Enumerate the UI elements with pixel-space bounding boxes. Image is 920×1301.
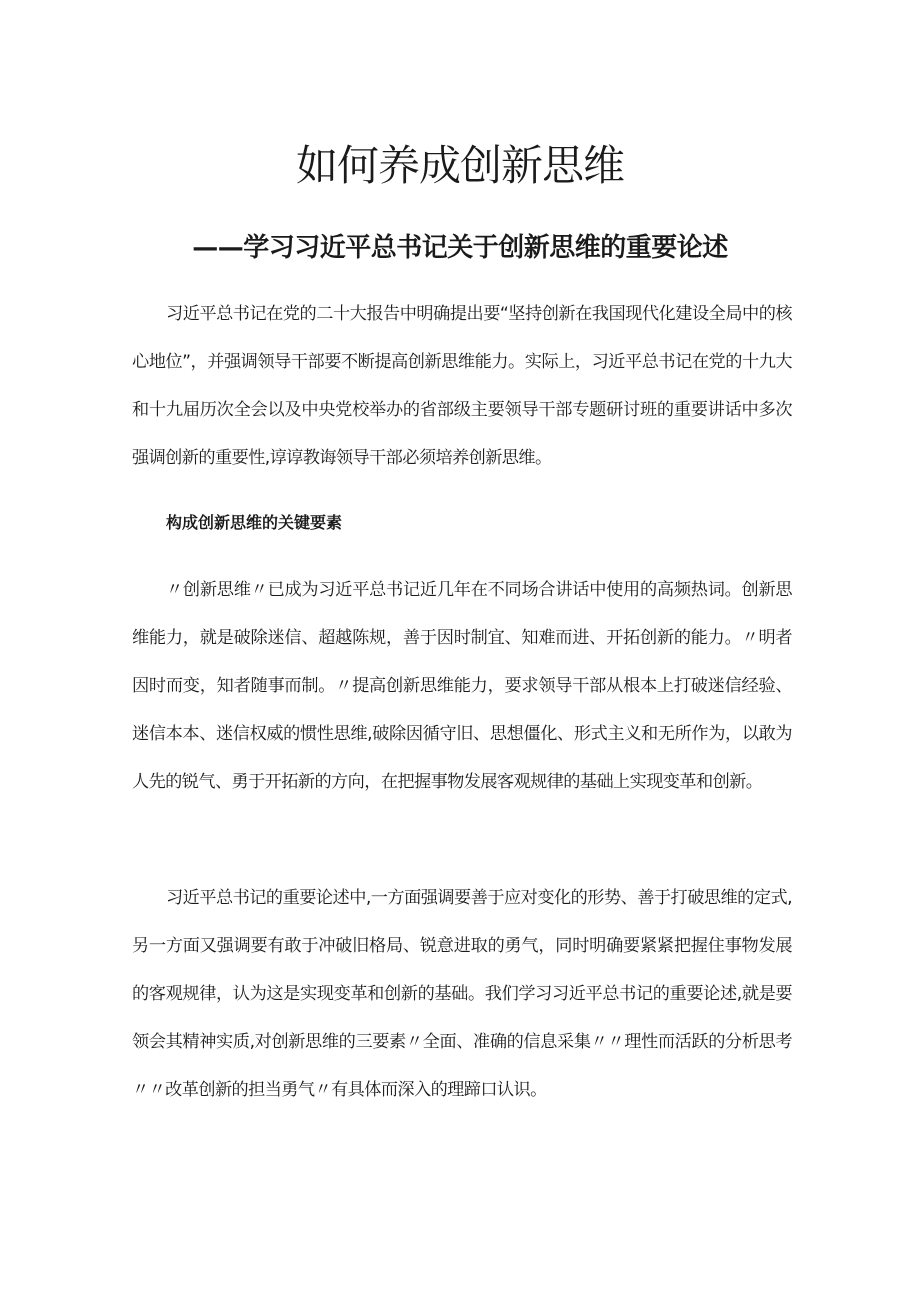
document-title: 如何养成创新思维 xyxy=(295,141,624,190)
section-heading: 构成创新思维的关键要素 xyxy=(166,513,343,532)
paragraph-creative-thinking: 〃创新思维〃已成为习近平总书记近几年在不同场合讲话中使用的高频热词。创新思维能力，就是破除迷信、超越陈规，善于因时制宜、知难而进、开拓创新的能力。〃明者因时而变，知者随事而制。〃提高创新思维能力，要求领导干部从根本上打破迷信经验、迷信本本、迷信权威的惯性思维,破除因循守旧、思想僵化、形式主义和无所作为，以敢为人先的锐气、勇于开拓新的方向，在把握事物发展客观规律的基础上实现变革和创新。 xyxy=(132,580,792,792)
paragraph-important-discourse: 习近平总书记的重要论述中,一方面强调要善于应对变化的形势、善于打破思维的定式,另一方面又强调要有敢于冲破旧格局、锐意进取的勇气，同时明确要紧紧把握住事物发展的客观规律，认为这是实现变革和创新的基础。我们学习习近平总书记的重要论述,就是要领会其精神实质,对创新思维的三要素〃全面、准确的信息采集〃〃理性而活跃的分析思考〃〃改革创新的担当勇气〃有具体而深入的理蹄口认识。 xyxy=(132,888,792,1100)
paragraph-intro: 习近平总书记在党的二十大报告中明确提出要“坚持创新在我国现代化建设全局中的核心地位”，并强调领导干部要不断提高创新思维能力。实际上，习近平总书记在党的十九大和十九届历次全会以及中央党校举办的省部级主要领导干部专题研讨班的重要讲话中多次强调创新的重要性,谆谆教诲领导干部必须培养创新思维。 xyxy=(132,304,792,468)
document-subtitle: ——学习习近平总书记关于创新思维的重要论述 xyxy=(192,233,728,263)
